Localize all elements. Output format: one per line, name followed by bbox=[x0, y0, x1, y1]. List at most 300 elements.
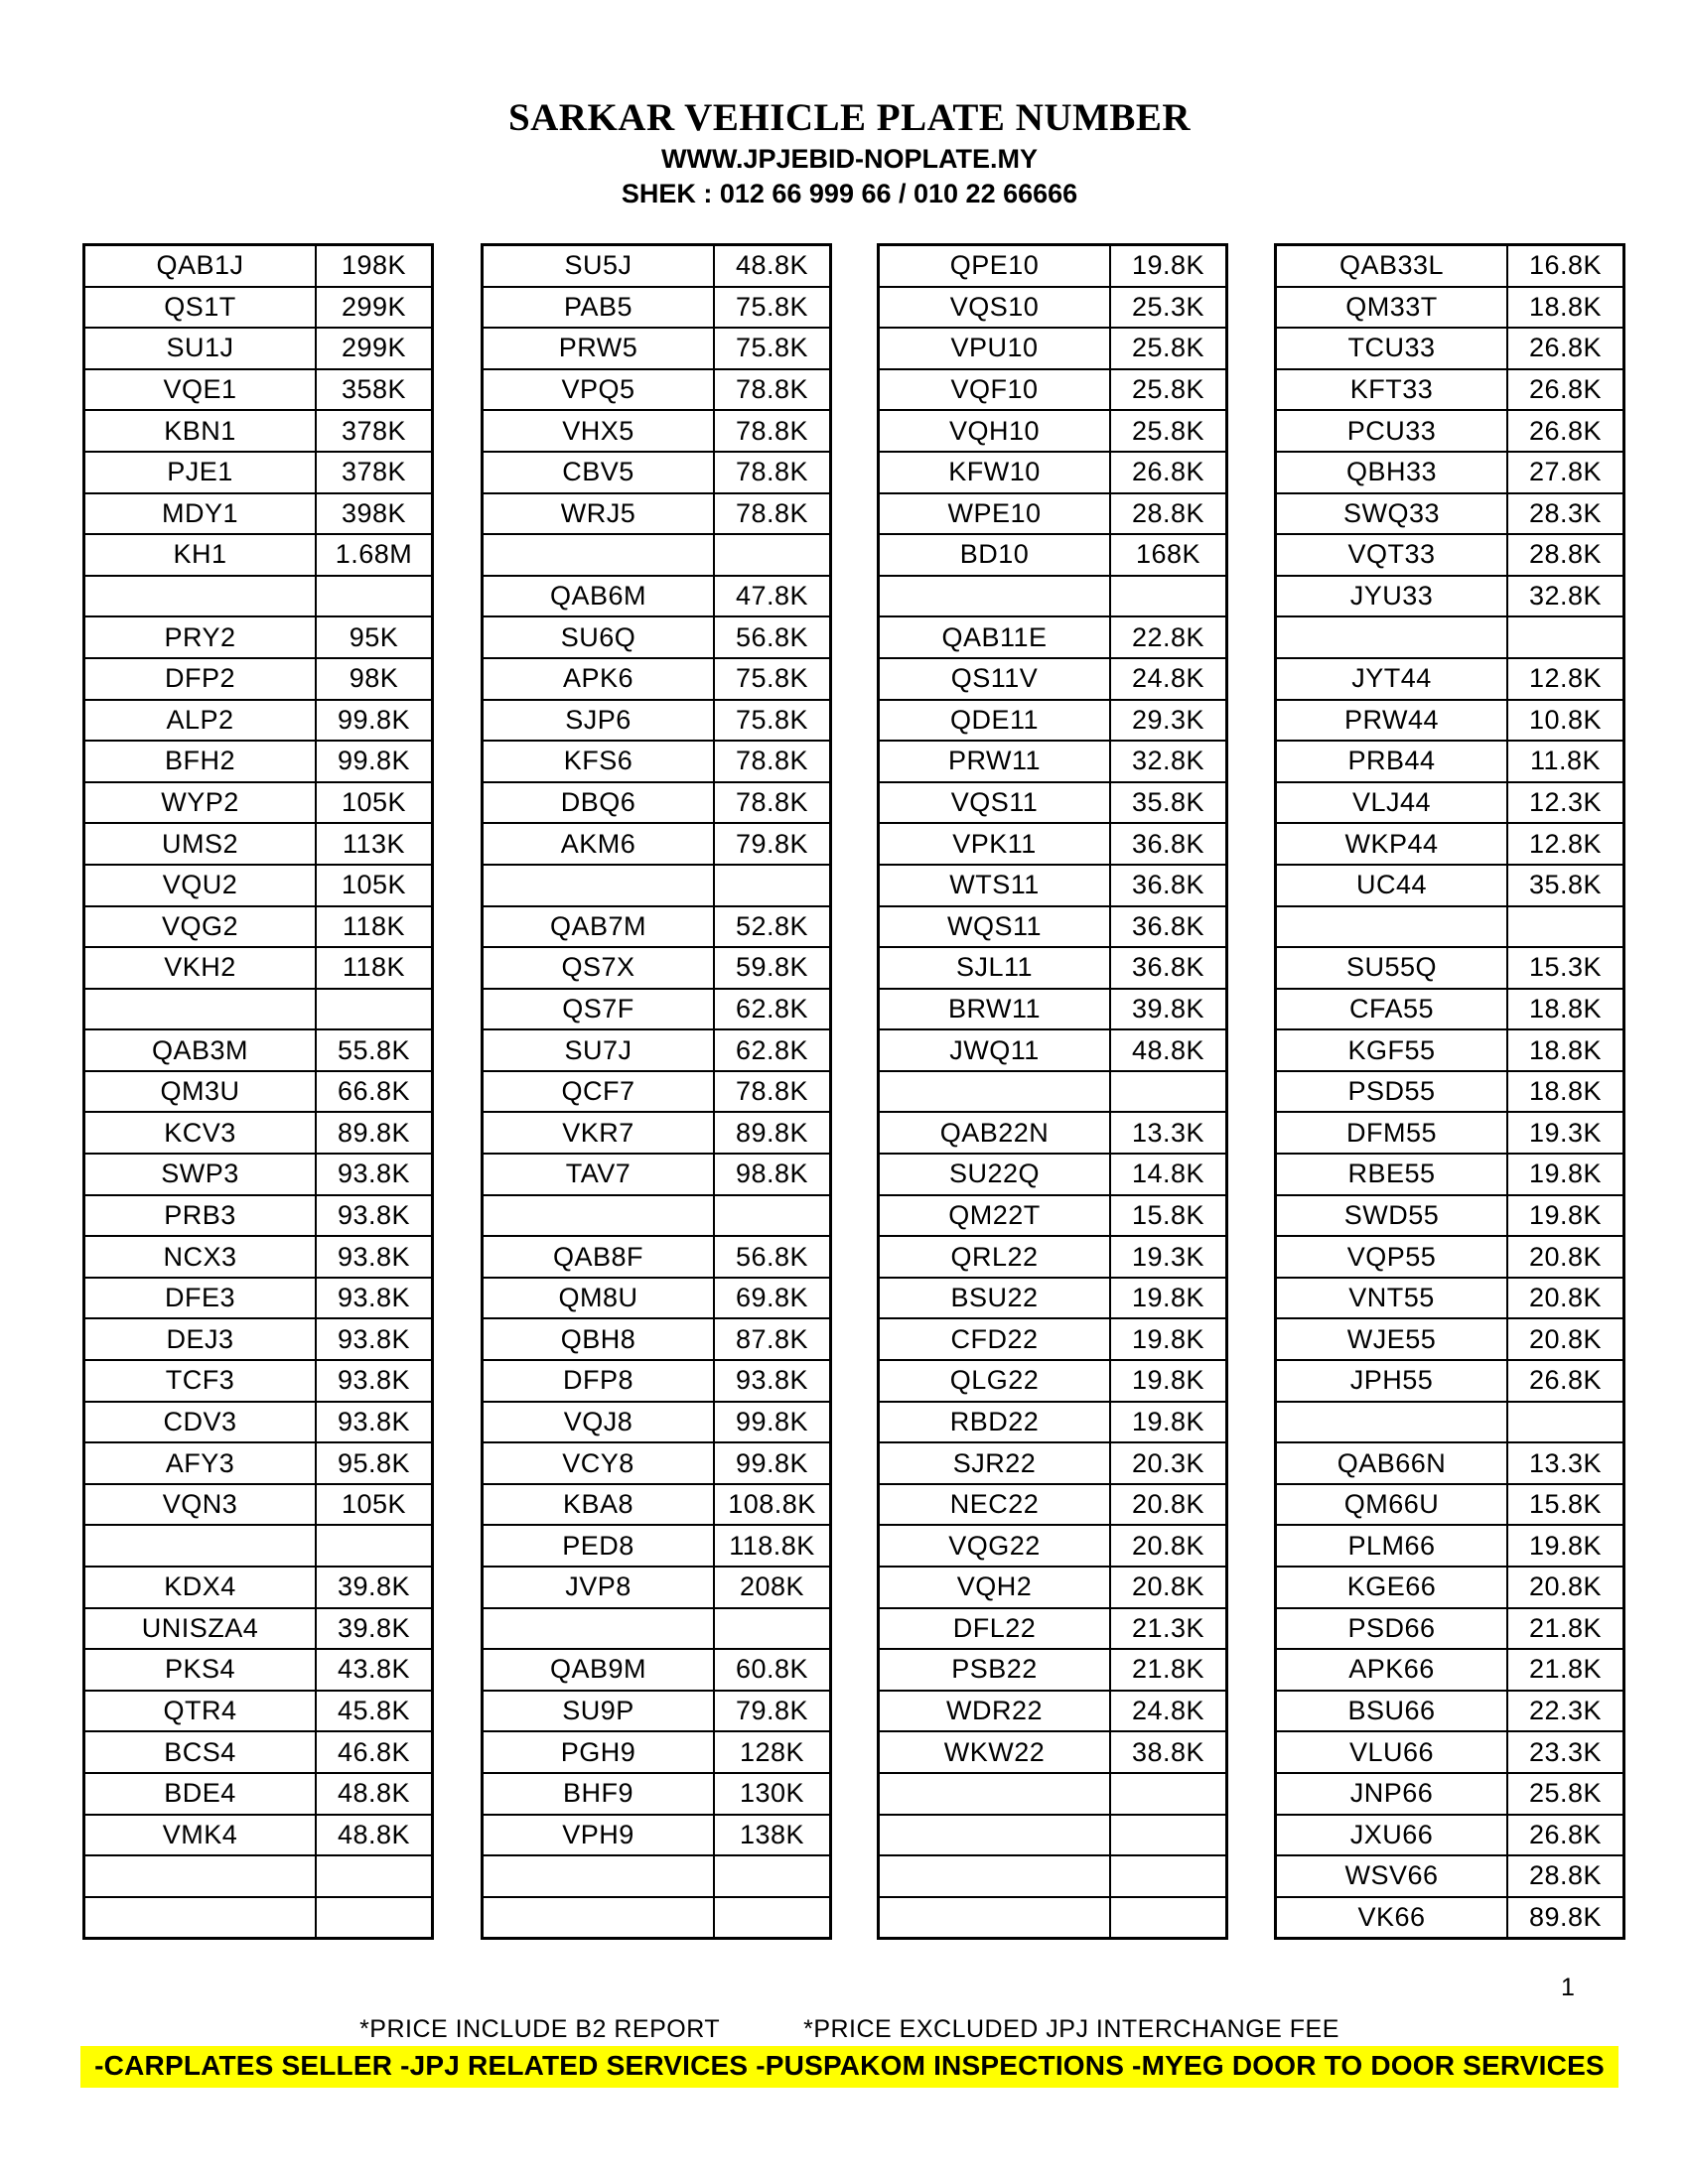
plate-cell: QAB8F bbox=[483, 1236, 714, 1278]
price-cell: 128K bbox=[714, 1731, 830, 1773]
price-cell: 75.8K bbox=[714, 287, 830, 329]
price-cell: 378K bbox=[316, 452, 432, 493]
price-cell: 26.8K bbox=[1507, 410, 1623, 452]
price-cell: 21.8K bbox=[1507, 1649, 1623, 1691]
plate-cell: MDY1 bbox=[84, 493, 316, 535]
plate-cell bbox=[483, 1195, 714, 1237]
services-banner: -CARPLATES SELLER -JPJ RELATED SERVICES -PUSPAKOM INSPECTIONS -MYEG DOOR TO DOOR SERVICES bbox=[80, 2046, 1618, 2088]
plate-cell bbox=[879, 1071, 1110, 1113]
plate-cell: QTR4 bbox=[84, 1691, 316, 1732]
price-cell: 78.8K bbox=[714, 493, 830, 535]
plate-cell: VPK11 bbox=[879, 823, 1110, 865]
plate-cell: QS11V bbox=[879, 658, 1110, 700]
price-cell: 18.8K bbox=[1507, 287, 1623, 329]
plate-cell: VK66 bbox=[1276, 1897, 1507, 1939]
price-cell: 19.8K bbox=[1110, 1318, 1226, 1360]
plate-cell: PRW11 bbox=[879, 741, 1110, 782]
plate-cell: QAB33L bbox=[1276, 245, 1507, 287]
price-cell bbox=[1110, 1071, 1226, 1113]
plate-cell: PCU33 bbox=[1276, 410, 1507, 452]
plate-cell: QM22T bbox=[879, 1195, 1110, 1237]
plate-cell bbox=[1276, 616, 1507, 658]
plate-cell: PSB22 bbox=[879, 1649, 1110, 1691]
plate-cell bbox=[879, 1897, 1110, 1939]
plate-cell: KBA8 bbox=[483, 1484, 714, 1526]
price-cell: 78.8K bbox=[714, 782, 830, 824]
plate-cell: PSD55 bbox=[1276, 1071, 1507, 1113]
plate-cell: VQG2 bbox=[84, 906, 316, 948]
price-cell: 21.8K bbox=[1110, 1649, 1226, 1691]
plate-cell: QAB66N bbox=[1276, 1442, 1507, 1484]
plate-cell: DFP8 bbox=[483, 1360, 714, 1402]
plate-cell: BDE4 bbox=[84, 1773, 316, 1815]
plate-cell bbox=[483, 1608, 714, 1650]
price-cell: 43.8K bbox=[316, 1649, 432, 1691]
plate-cell: DFP2 bbox=[84, 658, 316, 700]
page-number: 1 bbox=[1561, 1974, 1575, 2001]
plate-cell: JYT44 bbox=[1276, 658, 1507, 700]
plate-cell: BRW11 bbox=[879, 989, 1110, 1030]
price-cell: 10.8K bbox=[1507, 700, 1623, 742]
plate-cell: WDR22 bbox=[879, 1691, 1110, 1732]
plate-cell: VNT55 bbox=[1276, 1278, 1507, 1319]
price-cell: 48.8K bbox=[316, 1773, 432, 1815]
price-cell: 378K bbox=[316, 410, 432, 452]
plate-cell: QAB7M bbox=[483, 906, 714, 948]
plate-cell: PRB3 bbox=[84, 1195, 316, 1237]
price-cell: 93.8K bbox=[316, 1236, 432, 1278]
price-cell: 89.8K bbox=[316, 1112, 432, 1154]
price-cell: 26.8K bbox=[1110, 452, 1226, 493]
price-cell: 19.8K bbox=[1110, 1402, 1226, 1443]
price-cell: 93.8K bbox=[316, 1318, 432, 1360]
plate-cell: VQS11 bbox=[879, 782, 1110, 824]
price-cell bbox=[1110, 1773, 1226, 1815]
plate-price-table-2 bbox=[481, 243, 832, 1940]
price-cell: 27.8K bbox=[1507, 452, 1623, 493]
price-cell: 32.8K bbox=[1110, 741, 1226, 782]
price-cell: 299K bbox=[316, 287, 432, 329]
plate-cell: QAB6M bbox=[483, 576, 714, 617]
plate-cell: VPH9 bbox=[483, 1815, 714, 1856]
price-cell: 93.8K bbox=[316, 1278, 432, 1319]
price-cell bbox=[1110, 1897, 1226, 1939]
plate-cell: KFT33 bbox=[1276, 369, 1507, 411]
price-cell: 60.8K bbox=[714, 1649, 830, 1691]
plate-cell: TAV7 bbox=[483, 1154, 714, 1195]
price-cell: 168K bbox=[1110, 534, 1226, 576]
price-cell: 26.8K bbox=[1507, 1360, 1623, 1402]
price-cell: 20.8K bbox=[1110, 1484, 1226, 1526]
price-cell: 398K bbox=[316, 493, 432, 535]
price-cell: 20.8K bbox=[1110, 1567, 1226, 1608]
plate-cell bbox=[84, 1897, 316, 1939]
price-cell: 39.8K bbox=[1110, 989, 1226, 1030]
plate-cell: KGE66 bbox=[1276, 1567, 1507, 1608]
plate-cell bbox=[879, 1855, 1110, 1897]
price-cell: 299K bbox=[316, 328, 432, 369]
plate-cell: VQN3 bbox=[84, 1484, 316, 1526]
price-cell: 19.8K bbox=[1110, 1278, 1226, 1319]
price-cell: 93.8K bbox=[316, 1402, 432, 1443]
plate-cell: QS7X bbox=[483, 947, 714, 989]
plate-cell: VQF10 bbox=[879, 369, 1110, 411]
price-cell: 22.3K bbox=[1507, 1691, 1623, 1732]
price-cell: 26.8K bbox=[1507, 1815, 1623, 1856]
price-cell: 21.8K bbox=[1507, 1608, 1623, 1650]
plate-cell: SWP3 bbox=[84, 1154, 316, 1195]
price-notes bbox=[11, 2015, 1688, 2044]
price-cell: 75.8K bbox=[714, 658, 830, 700]
price-cell: 12.8K bbox=[1507, 658, 1623, 700]
price-cell: 93.8K bbox=[714, 1360, 830, 1402]
plate-cell: ALP2 bbox=[84, 700, 316, 742]
price-cell: 20.8K bbox=[1507, 1236, 1623, 1278]
price-cell: 118K bbox=[316, 947, 432, 989]
note-interchange-fee: *PRICE EXCLUDED JPJ INTERCHANGE FEE bbox=[803, 2015, 1339, 2043]
price-cell: 18.8K bbox=[1507, 1071, 1623, 1113]
price-cell: 78.8K bbox=[714, 1071, 830, 1113]
price-cell: 35.8K bbox=[1507, 865, 1623, 906]
price-cell: 11.8K bbox=[1507, 741, 1623, 782]
price-cell: 24.8K bbox=[1110, 1691, 1226, 1732]
plate-cell: SU22Q bbox=[879, 1154, 1110, 1195]
plate-cell: SU55Q bbox=[1276, 947, 1507, 989]
price-cell: 15.8K bbox=[1507, 1484, 1623, 1526]
plate-cell: JVP8 bbox=[483, 1567, 714, 1608]
plate-cell: QBH8 bbox=[483, 1318, 714, 1360]
price-cell bbox=[316, 989, 432, 1030]
plate-cell: JWQ11 bbox=[879, 1029, 1110, 1071]
plate-cell: BFH2 bbox=[84, 741, 316, 782]
plate-cell: QPE10 bbox=[879, 245, 1110, 287]
price-cell: 46.8K bbox=[316, 1731, 432, 1773]
price-cell: 62.8K bbox=[714, 1029, 830, 1071]
plate-cell: CFD22 bbox=[879, 1318, 1110, 1360]
plate-cell bbox=[879, 1773, 1110, 1815]
plate-cell: VQE1 bbox=[84, 369, 316, 411]
plate-cell: VCY8 bbox=[483, 1442, 714, 1484]
plate-cell: WTS11 bbox=[879, 865, 1110, 906]
plate-cell: BSU22 bbox=[879, 1278, 1110, 1319]
price-cell bbox=[714, 1897, 830, 1939]
note-b2-report: *PRICE INCLUDE B2 REPORT bbox=[359, 2015, 721, 2043]
price-cell: 89.8K bbox=[714, 1112, 830, 1154]
plate-cell: SU1J bbox=[84, 328, 316, 369]
price-cell bbox=[316, 1897, 432, 1939]
price-cell: 28.3K bbox=[1507, 493, 1623, 535]
plate-cell bbox=[483, 1855, 714, 1897]
plate-cell: SWD55 bbox=[1276, 1195, 1507, 1237]
plate-cell: UC44 bbox=[1276, 865, 1507, 906]
plate-cell: APK66 bbox=[1276, 1649, 1507, 1691]
price-cell bbox=[1110, 576, 1226, 617]
price-cell: 78.8K bbox=[714, 410, 830, 452]
plate-cell: VKH2 bbox=[84, 947, 316, 989]
plate-cell: VHX5 bbox=[483, 410, 714, 452]
price-cell: 75.8K bbox=[714, 328, 830, 369]
plate-cell: KFS6 bbox=[483, 741, 714, 782]
price-cell: 208K bbox=[714, 1567, 830, 1608]
plate-cell: AKM6 bbox=[483, 823, 714, 865]
plate-cell: VQJ8 bbox=[483, 1402, 714, 1443]
price-cell: 20.8K bbox=[1507, 1567, 1623, 1608]
plate-cell: BSU66 bbox=[1276, 1691, 1507, 1732]
plate-cell bbox=[879, 576, 1110, 617]
price-cell: 56.8K bbox=[714, 616, 830, 658]
plate-cell: KGF55 bbox=[1276, 1029, 1507, 1071]
plate-cell: DFM55 bbox=[1276, 1112, 1507, 1154]
price-cell: 18.8K bbox=[1507, 989, 1623, 1030]
price-cell: 105K bbox=[316, 782, 432, 824]
plate-cell: WQS11 bbox=[879, 906, 1110, 948]
price-cell: 198K bbox=[316, 245, 432, 287]
plate-cell bbox=[483, 865, 714, 906]
plate-cell: PGH9 bbox=[483, 1731, 714, 1773]
plate-cell bbox=[84, 1525, 316, 1567]
plate-cell: PKS4 bbox=[84, 1649, 316, 1691]
plate-cell: QS7F bbox=[483, 989, 714, 1030]
services-banner-wrap bbox=[11, 2046, 1688, 2088]
plate-cell: JNP66 bbox=[1276, 1773, 1507, 1815]
price-cell: 98K bbox=[316, 658, 432, 700]
price-cell: 78.8K bbox=[714, 741, 830, 782]
price-cell: 26.8K bbox=[1507, 369, 1623, 411]
plate-cell: SU5J bbox=[483, 245, 714, 287]
price-cell: 32.8K bbox=[1507, 576, 1623, 617]
plate-cell: VPQ5 bbox=[483, 369, 714, 411]
price-cell: 25.8K bbox=[1110, 369, 1226, 411]
plate-cell: QAB11E bbox=[879, 616, 1110, 658]
plate-cell: SWQ33 bbox=[1276, 493, 1507, 535]
plate-cell: RBE55 bbox=[1276, 1154, 1507, 1195]
price-cell: 13.3K bbox=[1110, 1112, 1226, 1154]
price-cell bbox=[714, 865, 830, 906]
price-cell: 21.3K bbox=[1110, 1608, 1226, 1650]
plate-cell: QAB9M bbox=[483, 1649, 714, 1691]
price-cell: 55.8K bbox=[316, 1029, 432, 1071]
plate-cell: SJR22 bbox=[879, 1442, 1110, 1484]
price-cell: 24.8K bbox=[1110, 658, 1226, 700]
price-cell: 38.8K bbox=[1110, 1731, 1226, 1773]
plate-cell: CBV5 bbox=[483, 452, 714, 493]
price-cell: 19.8K bbox=[1507, 1195, 1623, 1237]
price-cell: 25.8K bbox=[1507, 1773, 1623, 1815]
plate-cell bbox=[1276, 1402, 1507, 1443]
plate-cell: QS1T bbox=[84, 287, 316, 329]
plate-cell: WYP2 bbox=[84, 782, 316, 824]
price-cell: 36.8K bbox=[1110, 906, 1226, 948]
plate-cell: QDE11 bbox=[879, 700, 1110, 742]
plate-cell: VQT33 bbox=[1276, 534, 1507, 576]
plate-cell: TCF3 bbox=[84, 1360, 316, 1402]
plate-cell: QLG22 bbox=[879, 1360, 1110, 1402]
price-cell: 93.8K bbox=[316, 1195, 432, 1237]
plate-cell: JXU66 bbox=[1276, 1815, 1507, 1856]
plate-cell bbox=[879, 1815, 1110, 1856]
plate-cell: QCF7 bbox=[483, 1071, 714, 1113]
price-cell: 15.8K bbox=[1110, 1195, 1226, 1237]
price-cell: 130K bbox=[714, 1773, 830, 1815]
price-cell: 99.8K bbox=[714, 1442, 830, 1484]
plate-cell: VQH2 bbox=[879, 1567, 1110, 1608]
plate-cell: VQG22 bbox=[879, 1525, 1110, 1567]
price-cell: 23.3K bbox=[1507, 1731, 1623, 1773]
plate-cell: JYU33 bbox=[1276, 576, 1507, 617]
website-url: WWW.JPJEBID-NOPLATE.MY bbox=[660, 144, 1038, 174]
plate-cell: PRY2 bbox=[84, 616, 316, 658]
price-cell: 56.8K bbox=[714, 1236, 830, 1278]
price-cell: 19.8K bbox=[1110, 1360, 1226, 1402]
price-cell: 22.8K bbox=[1110, 616, 1226, 658]
price-cell: 47.8K bbox=[714, 576, 830, 617]
plate-cell: WKP44 bbox=[1276, 823, 1507, 865]
plate-price-table-3 bbox=[877, 243, 1228, 1940]
price-cell: 1.68M bbox=[316, 534, 432, 576]
plate-cell: QBH33 bbox=[1276, 452, 1507, 493]
plate-cell: DFE3 bbox=[84, 1278, 316, 1319]
price-cell bbox=[316, 1525, 432, 1567]
price-cell bbox=[714, 1608, 830, 1650]
price-cell: 25.8K bbox=[1110, 328, 1226, 369]
price-cell bbox=[714, 1195, 830, 1237]
price-cell: 16.8K bbox=[1507, 245, 1623, 287]
price-cell: 18.8K bbox=[1507, 1029, 1623, 1071]
plate-cell: SU9P bbox=[483, 1691, 714, 1732]
plate-cell: VPU10 bbox=[879, 328, 1110, 369]
price-cell: 69.8K bbox=[714, 1278, 830, 1319]
price-cell: 52.8K bbox=[714, 906, 830, 948]
plate-cell: QAB3M bbox=[84, 1029, 316, 1071]
plate-cell: CFA55 bbox=[1276, 989, 1507, 1030]
price-cell: 138K bbox=[714, 1815, 830, 1856]
price-cell: 66.8K bbox=[316, 1071, 432, 1113]
price-cell: 39.8K bbox=[316, 1608, 432, 1650]
plate-cell: SJL11 bbox=[879, 947, 1110, 989]
plate-cell: WKW22 bbox=[879, 1731, 1110, 1773]
price-cell: 95.8K bbox=[316, 1442, 432, 1484]
price-cell: 89.8K bbox=[1507, 1897, 1623, 1939]
plate-cell: NEC22 bbox=[879, 1484, 1110, 1526]
price-cell bbox=[714, 1855, 830, 1897]
plate-cell: KFW10 bbox=[879, 452, 1110, 493]
price-cell: 48.8K bbox=[316, 1815, 432, 1856]
price-cell: 39.8K bbox=[316, 1567, 432, 1608]
price-cell: 25.8K bbox=[1110, 410, 1226, 452]
price-cell bbox=[1507, 1402, 1623, 1443]
price-cell bbox=[1507, 616, 1623, 658]
price-cell: 20.8K bbox=[1507, 1318, 1623, 1360]
price-cell: 12.8K bbox=[1507, 823, 1623, 865]
price-cell: 75.8K bbox=[714, 700, 830, 742]
price-cell: 13.3K bbox=[1507, 1442, 1623, 1484]
price-cell: 105K bbox=[316, 865, 432, 906]
plate-cell: JPH55 bbox=[1276, 1360, 1507, 1402]
price-cell: 19.8K bbox=[1507, 1525, 1623, 1567]
price-cell: 14.8K bbox=[1110, 1154, 1226, 1195]
price-cell: 19.3K bbox=[1110, 1236, 1226, 1278]
price-cell: 19.3K bbox=[1507, 1112, 1623, 1154]
price-cell: 26.8K bbox=[1507, 328, 1623, 369]
plate-price-table-4 bbox=[1274, 243, 1625, 1940]
price-cell: 48.8K bbox=[1110, 1029, 1226, 1071]
plate-cell: RBD22 bbox=[879, 1402, 1110, 1443]
price-cell: 36.8K bbox=[1110, 823, 1226, 865]
price-cell: 118.8K bbox=[714, 1525, 830, 1567]
price-cell: 78.8K bbox=[714, 369, 830, 411]
price-cell bbox=[316, 576, 432, 617]
price-cell bbox=[714, 534, 830, 576]
plate-cell: CDV3 bbox=[84, 1402, 316, 1443]
price-cell: 48.8K bbox=[714, 245, 830, 287]
price-cell: 62.8K bbox=[714, 989, 830, 1030]
price-cell: 28.8K bbox=[1110, 493, 1226, 535]
price-cell: 118K bbox=[316, 906, 432, 948]
plate-cell: SJP6 bbox=[483, 700, 714, 742]
plate-cell: PRB44 bbox=[1276, 741, 1507, 782]
plate-cell: AFY3 bbox=[84, 1442, 316, 1484]
plate-cell: PAB5 bbox=[483, 287, 714, 329]
price-cell bbox=[1507, 906, 1623, 948]
price-cell: 93.8K bbox=[316, 1154, 432, 1195]
plate-cell: VQP55 bbox=[1276, 1236, 1507, 1278]
price-cell: 95K bbox=[316, 616, 432, 658]
plate-cell: DFL22 bbox=[879, 1608, 1110, 1650]
plate-cell: WRJ5 bbox=[483, 493, 714, 535]
plate-cell bbox=[483, 1897, 714, 1939]
price-cell: 79.8K bbox=[714, 1691, 830, 1732]
plate-cell: QAB1J bbox=[84, 245, 316, 287]
plate-cell: VMK4 bbox=[84, 1815, 316, 1856]
plate-cell: UNISZA4 bbox=[84, 1608, 316, 1650]
plate-cell bbox=[84, 1855, 316, 1897]
price-cell: 19.8K bbox=[1110, 245, 1226, 287]
price-cell: 93.8K bbox=[316, 1360, 432, 1402]
price-cell: 108.8K bbox=[714, 1484, 830, 1526]
price-cell: 19.8K bbox=[1507, 1154, 1623, 1195]
price-cell: 99.8K bbox=[316, 700, 432, 742]
price-cell: 35.8K bbox=[1110, 782, 1226, 824]
plate-cell: PLM66 bbox=[1276, 1525, 1507, 1567]
plate-cell: PSD66 bbox=[1276, 1608, 1507, 1650]
plate-cell: PJE1 bbox=[84, 452, 316, 493]
plate-cell: KCV3 bbox=[84, 1112, 316, 1154]
price-cell: 105K bbox=[316, 1484, 432, 1526]
price-cell: 99.8K bbox=[316, 741, 432, 782]
plate-cell: WJE55 bbox=[1276, 1318, 1507, 1360]
plate-cell: UMS2 bbox=[84, 823, 316, 865]
plate-cell: QM33T bbox=[1276, 287, 1507, 329]
plate-cell bbox=[84, 989, 316, 1030]
price-cell: 12.3K bbox=[1507, 782, 1623, 824]
plate-cell: APK6 bbox=[483, 658, 714, 700]
price-cell: 29.3K bbox=[1110, 700, 1226, 742]
plate-cell bbox=[483, 534, 714, 576]
price-cell: 358K bbox=[316, 369, 432, 411]
price-cell: 45.8K bbox=[316, 1691, 432, 1732]
plate-cell: KH1 bbox=[84, 534, 316, 576]
page-title: SARKAR VEHICLE PLATE NUMBER bbox=[507, 96, 1192, 139]
plate-cell bbox=[1276, 906, 1507, 948]
plate-cell: DEJ3 bbox=[84, 1318, 316, 1360]
price-cell bbox=[316, 1855, 432, 1897]
plate-cell: BHF9 bbox=[483, 1773, 714, 1815]
price-cell: 99.8K bbox=[714, 1402, 830, 1443]
price-cell: 20.3K bbox=[1110, 1442, 1226, 1484]
price-cell: 113K bbox=[316, 823, 432, 865]
plate-cell bbox=[84, 576, 316, 617]
plate-cell: SU6Q bbox=[483, 616, 714, 658]
